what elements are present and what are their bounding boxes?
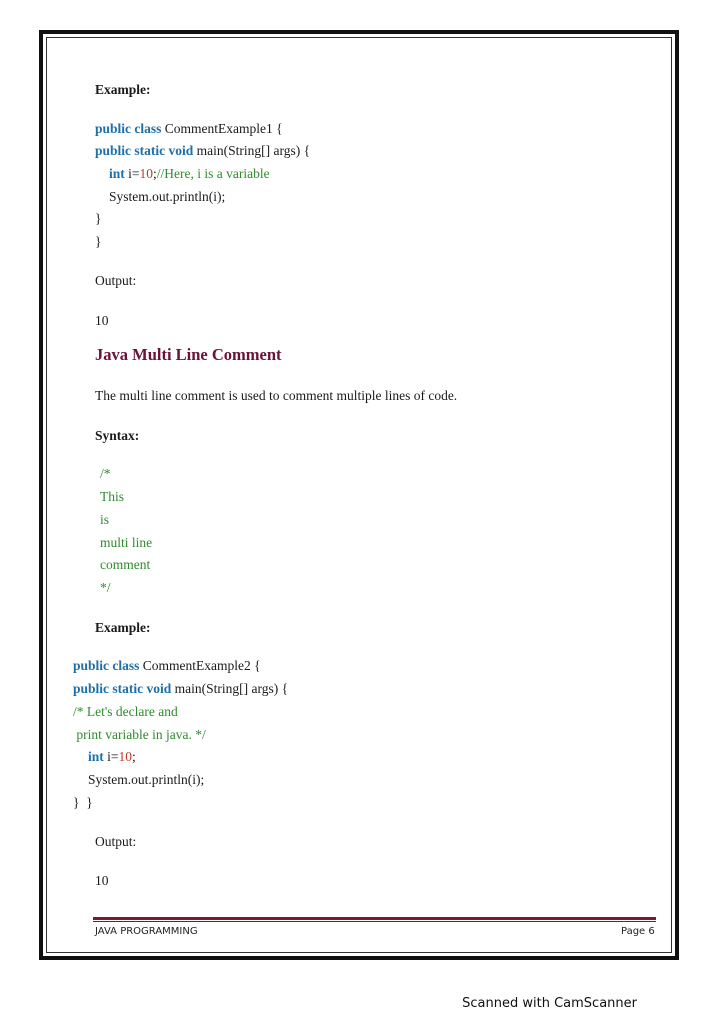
syntax-label: Syntax: xyxy=(95,428,140,443)
code-text: main(String[] args) { xyxy=(193,143,311,158)
syntax-line: multi line xyxy=(100,535,153,550)
example2-label: Example: xyxy=(95,620,151,635)
syntax-line: */ xyxy=(100,580,111,595)
code-text: i= xyxy=(124,166,140,181)
keyword: public static void xyxy=(73,681,172,696)
code-text: ; xyxy=(132,749,136,764)
footer-page-number: Page 6 xyxy=(621,926,655,937)
footer-rule-thin xyxy=(93,921,656,922)
example2-code-line-1 xyxy=(73,658,261,674)
example1-code-line-2 xyxy=(95,143,310,159)
syntax-line: This xyxy=(100,489,125,504)
inline-comment: //Here, i is a variable xyxy=(156,166,270,181)
keyword: public class xyxy=(73,658,140,673)
example1-code-line-1 xyxy=(95,121,283,137)
scanner-watermark: Scanned with CamScanner xyxy=(462,996,637,1011)
section-description: The multi line comment is used to comment multiple lines of code. xyxy=(95,388,458,403)
footer-rule xyxy=(93,917,656,920)
syntax-line: is xyxy=(100,512,110,527)
code-text: ; xyxy=(153,166,157,181)
example1-code-line-4: System.out.println(i); xyxy=(109,189,226,204)
code-text: CommentExample1 { xyxy=(161,121,283,136)
keyword: int xyxy=(109,166,125,181)
number-literal: 10 xyxy=(118,749,133,764)
example2-code-line-6: System.out.println(i); xyxy=(88,772,205,787)
footer-title: JAVA PROGRAMMING xyxy=(95,926,198,937)
code-text: CommentExample2 { xyxy=(139,658,261,673)
example2-output-value: 10 xyxy=(95,873,109,888)
example1-label: Example: xyxy=(95,82,151,97)
example2-code-line-7: } } xyxy=(73,795,93,810)
example2-output-label: Output: xyxy=(95,834,137,849)
code-text: i= xyxy=(103,749,119,764)
code-text: main(String[] args) { xyxy=(171,681,289,696)
section-heading: Java Multi Line Comment xyxy=(95,345,282,364)
example1-output-label: Output: xyxy=(95,273,137,288)
example2-code-line-3: /* Let's declare and xyxy=(73,704,178,719)
example1-code-line-6: } xyxy=(95,234,102,249)
keyword: int xyxy=(88,749,104,764)
example1-output-value: 10 xyxy=(95,313,109,328)
syntax-line: comment xyxy=(100,557,151,572)
example1-code-line-3 xyxy=(109,166,270,182)
example1-code-line-5: } xyxy=(95,211,102,226)
syntax-line: /* xyxy=(100,466,111,481)
keyword: public class xyxy=(95,121,162,136)
example2-code-line-2 xyxy=(73,681,288,697)
keyword: public static void xyxy=(95,143,194,158)
number-literal: 10 xyxy=(139,166,154,181)
example2-code-line-4: print variable in java. */ xyxy=(73,727,206,742)
example2-code-line-5 xyxy=(88,749,136,765)
